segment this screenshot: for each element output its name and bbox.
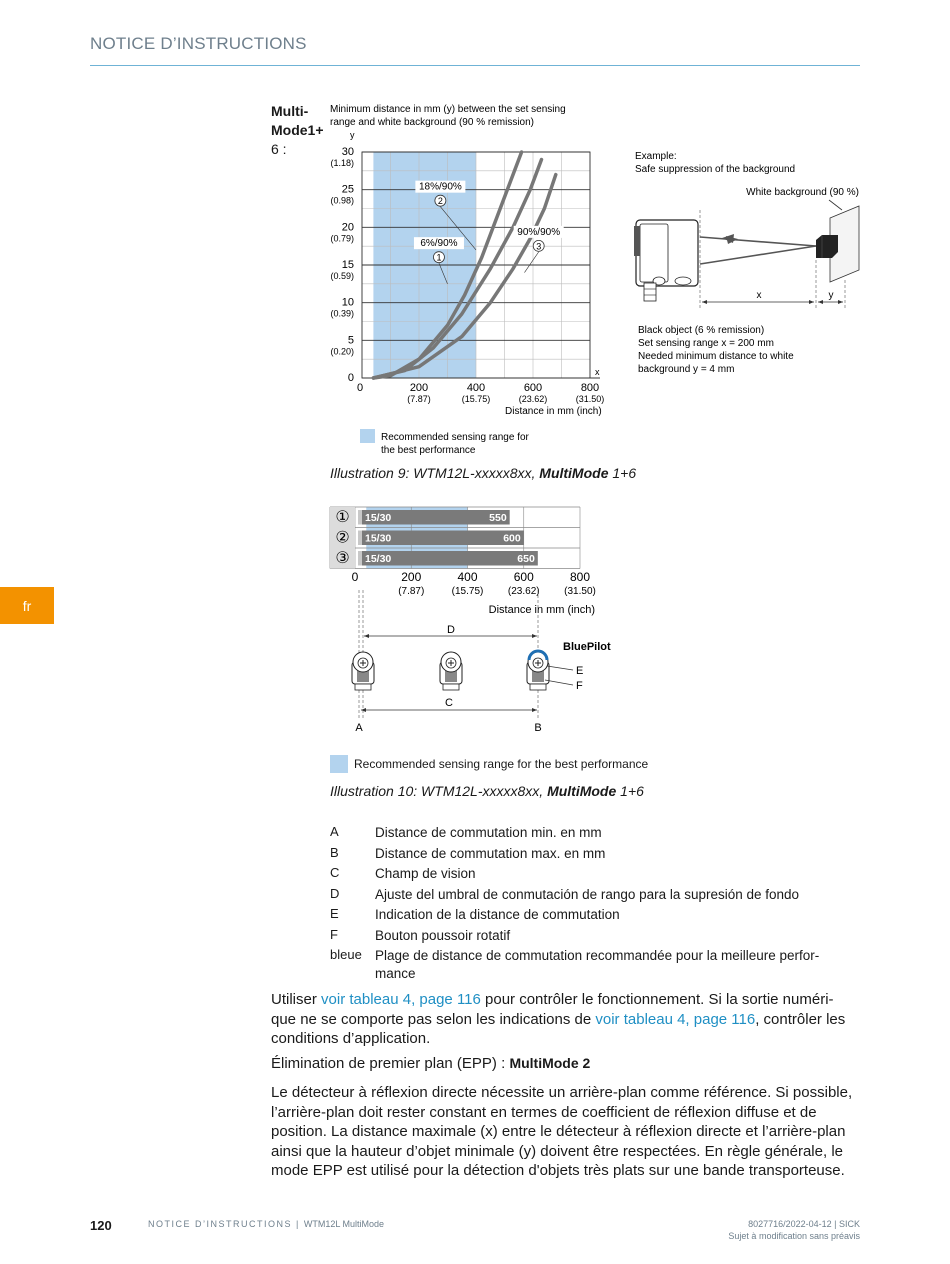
example-desc: background y = 4 mm <box>638 364 735 375</box>
section-label <box>271 102 324 159</box>
y-tick-sublabel: (0.20) <box>330 346 354 357</box>
bar-label: 15/30 <box>365 553 392 565</box>
legend-key: B <box>330 844 339 860</box>
heading-bold: MultiMode 2 <box>509 1055 591 1071</box>
legend-item <box>330 865 845 883</box>
legend-value: Indication de la distance de commutation <box>375 907 620 922</box>
caption-text: 1+6 <box>616 783 644 799</box>
x-axis-label: Distance in mm (inch) <box>488 604 595 616</box>
caption-text: 1+6 <box>608 465 637 481</box>
y-tick-sublabel: (0.59) <box>330 271 354 281</box>
y-tick-label: 20 <box>341 221 354 234</box>
beam-line <box>700 237 816 246</box>
legend-key: bleue <box>330 947 362 962</box>
series-marker-number: 2 <box>437 196 443 207</box>
legend-value: Bouton poussoir rotatif <box>375 927 511 943</box>
legend-key: D <box>330 885 340 901</box>
legend-swatch <box>360 429 375 443</box>
row-marker: ① <box>335 509 350 526</box>
bar-start-cap <box>358 551 362 566</box>
page-header-title: NOTICE D’INSTRUCTIONS <box>90 34 307 53</box>
y-tick-label: 30 <box>341 146 354 158</box>
bar-value: 600 <box>503 532 521 545</box>
black-object-icon <box>816 235 838 258</box>
heading-text: Élimination de premier plan (EPP) : <box>271 1055 510 1072</box>
y-tick-sublabel: (0.39) <box>330 308 354 319</box>
table-link[interactable]: voir tableau 4, page 116 <box>321 991 481 1008</box>
y-tick-label: 0 <box>347 372 354 384</box>
x-tick-sublabel: (31.50) <box>564 586 596 597</box>
example-desc: Set sensing range x = 200 mm <box>638 338 774 349</box>
f-label: F <box>576 680 583 692</box>
paragraph-text: Utiliser <box>271 991 322 1008</box>
legend-item <box>330 886 845 904</box>
section-label-line: Mode1+ <box>271 122 324 138</box>
a-label: A <box>355 722 363 734</box>
x-dimension-label: x <box>756 290 762 301</box>
distance-chart <box>325 98 625 463</box>
legend-item <box>330 947 845 983</box>
y-axis-letter: y <box>350 130 355 140</box>
e-label: E <box>576 665 584 677</box>
x-tick-sublabel: (31.50) <box>575 394 605 404</box>
x-tick-sublabel: (15.75) <box>461 394 491 404</box>
key-legend <box>330 824 845 983</box>
potentiometer-icon <box>527 651 549 690</box>
x-tick-sublabel: (7.87) <box>407 394 431 404</box>
legend-value: Ajuste del umbral de conmutación de rango para la supresión de fondo <box>375 886 800 902</box>
caption-text: Illustration 10: WTM12L-xxxxx8xx, <box>330 783 548 799</box>
series-label: 90%/90% <box>517 226 561 238</box>
caption-bold: MultiMode <box>547 783 617 799</box>
x-axis-letter: x <box>595 367 600 377</box>
x-tick-label: 800 <box>580 382 600 394</box>
bar-value: 650 <box>517 553 535 565</box>
legend-item <box>330 927 845 945</box>
series-marker-number: 1 <box>436 252 442 263</box>
bar-start-cap <box>358 531 362 546</box>
example-subtitle: Safe suppression of the background <box>635 164 796 175</box>
caption-text: Illustration 9: WTM12L-xxxxx8xx, <box>330 465 540 481</box>
x-tick-label: 200 <box>401 570 422 584</box>
example-desc: Needed minimum distance to white <box>638 351 794 362</box>
leader-line <box>524 252 538 273</box>
legend-item <box>330 906 845 924</box>
legend-text: the best performance <box>381 445 476 456</box>
section-heading <box>271 1055 590 1072</box>
x-tick-label: 600 <box>513 570 534 584</box>
legend-value: Distance de commutation min. en mm <box>375 825 602 840</box>
legend-key: E <box>330 906 339 921</box>
figure-caption-10 <box>330 783 644 799</box>
bar-label: 15/30 <box>365 532 392 545</box>
x-tick-label: 600 <box>523 382 543 394</box>
example-diagram <box>630 148 865 380</box>
bluepilot-diagram <box>325 500 625 745</box>
x-axis-label: Distance in mm (inch) <box>505 406 602 417</box>
bar-label: 15/30 <box>365 512 392 524</box>
footer-product: WTM12L MultiMode <box>303 1219 385 1229</box>
x-tick-label: 400 <box>457 570 478 584</box>
footer-ref: 8027716/2022-04-12 | SICK <box>748 1219 860 1229</box>
x-tick-sublabel: (23.62) <box>507 586 540 597</box>
figure-caption-9 <box>330 465 636 481</box>
y-tick-label: 25 <box>341 183 354 196</box>
language-tab[interactable]: fr <box>0 587 54 624</box>
series-label: 6%/90% <box>420 238 458 250</box>
white-background-label: White background (90 %) <box>746 187 859 198</box>
y-tick-label: 10 <box>341 296 354 309</box>
example-title: Example: <box>635 151 677 162</box>
d-label: D <box>447 624 455 636</box>
y-tick-label: 15 <box>341 259 354 271</box>
series-marker-number: 3 <box>536 241 542 252</box>
example-desc: Black object (6 % remission) <box>638 325 765 336</box>
bluepilot-label: BluePilot <box>563 641 611 653</box>
row-marker: ③ <box>335 550 350 567</box>
y-tick-sublabel: (0.79) <box>330 233 354 244</box>
x-tick-label: 400 <box>466 382 486 394</box>
paragraph-epp: Le détecteur à réflexion directe nécessite un arrière-plan comme référence. Si possible, l’arrière-plan doit rester constant en termes de coefficient de réflexion diffuse et de position. La distance maximale (x) entre le détecteur à réflexion directe et l’arrière-plan ainsi que la hauteur d’objet minimale (y) doivent être respectées. En règle générale, le mode EPP est utilisé pour la détection d'objets très plats sur une bande transporteuse. <box>271 1084 853 1179</box>
page-number: 120 <box>90 1218 112 1233</box>
y-dimension-label: y <box>828 290 834 301</box>
legend-value: Plage de distance de commutation recommandée pour la meilleure perfor- mance <box>375 948 820 981</box>
chart-title-line: Minimum distance in mm (y) between the set sensing <box>330 104 566 115</box>
legend-value: Distance de commutation max. en mm <box>375 845 606 861</box>
x-tick-sublabel: (7.87) <box>398 586 425 597</box>
x-tick-sublabel: (15.75) <box>451 586 484 597</box>
y-tick-sublabel: (0.98) <box>330 195 354 206</box>
legend-text: Recommended sensing range for the best performance <box>354 757 649 771</box>
section-label-line: Multi- <box>271 103 309 119</box>
legend-swatch <box>330 755 348 773</box>
header-divider <box>90 65 860 66</box>
y-tick-sublabel: (1.18) <box>330 158 354 168</box>
legend-key: C <box>330 865 340 880</box>
beam-line <box>700 246 816 264</box>
x-tick-sublabel: (23.62) <box>518 394 548 404</box>
y-tick-label: 5 <box>347 334 354 347</box>
row-marker: ② <box>335 529 350 547</box>
chart-title-line: range and white background (90 % remission) <box>330 117 534 128</box>
legend-value: Champ de vision <box>375 866 476 881</box>
x-tick-label: 200 <box>409 382 429 394</box>
paragraph-text: pour contrôler le fonctionnement. Si la sortie numéri- que ne se comporte pas selon les indications de <box>271 991 834 1028</box>
footer-doc-title <box>148 1219 384 1229</box>
potentiometer-icon <box>440 652 462 690</box>
bar-value: 550 <box>489 512 507 524</box>
legend-key: A <box>330 824 339 839</box>
footer-doc: NOTICE D’INSTRUCTIONS | <box>148 1219 304 1229</box>
bar-start-cap <box>358 510 362 525</box>
legend-item <box>330 845 845 863</box>
leader-line <box>829 200 842 210</box>
legend-text: Recommended sensing range for <box>381 432 529 443</box>
legend-item <box>330 824 845 842</box>
b-label: B <box>534 722 542 734</box>
x-tick-label: 0 <box>351 570 359 584</box>
paragraph-text: , contrôler les conditions d’application. <box>271 1010 846 1047</box>
x-tick-label: 0 <box>356 382 364 394</box>
sensor-icon <box>634 220 698 301</box>
footer-reference <box>728 1218 860 1242</box>
legend-key: F <box>330 926 338 942</box>
caption-bold: MultiMode <box>539 465 609 481</box>
section-label-line: 6 : <box>271 141 287 157</box>
table-link[interactable]: voir tableau 4, page 116 <box>595 1010 756 1028</box>
potentiometer-icon <box>352 652 374 690</box>
x-tick-label: 800 <box>569 570 591 584</box>
footer-note: Sujet à modification sans préavis <box>728 1231 860 1241</box>
series-label: 18%/90% <box>418 181 462 193</box>
paragraph-check <box>271 990 861 1049</box>
c-label: C <box>445 697 453 709</box>
